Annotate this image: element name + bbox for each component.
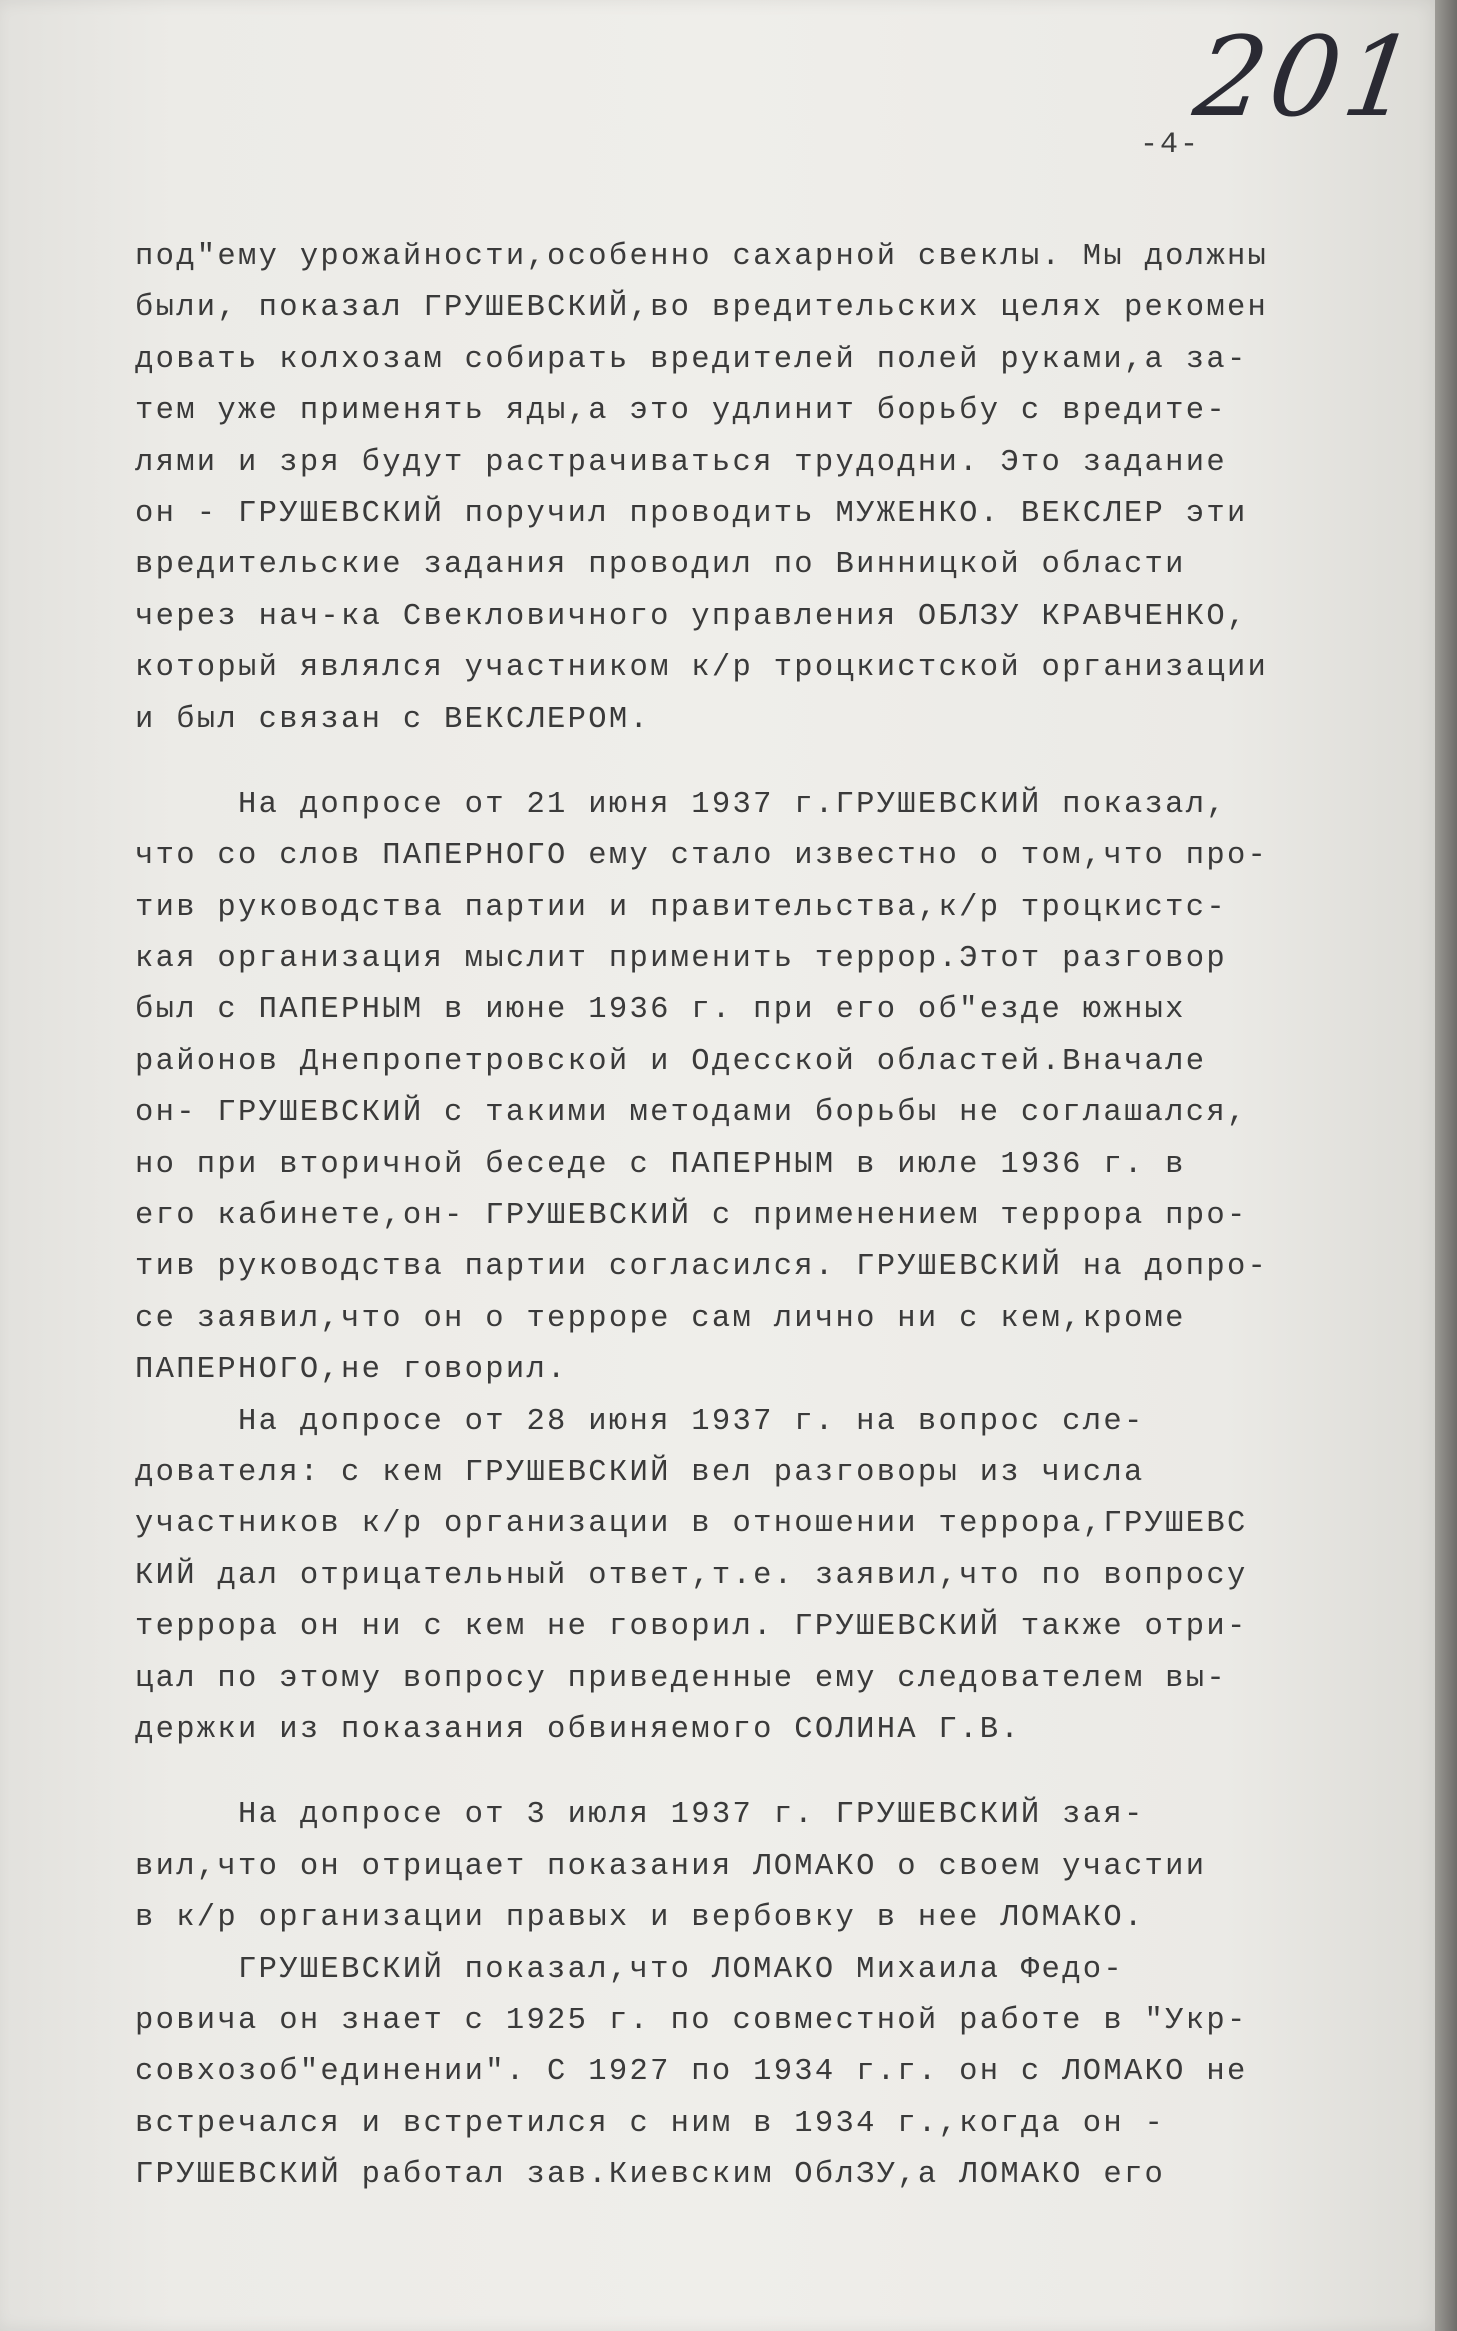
text-line: дователя: с кем ГРУШЕВСКИЙ вел разговоры из числа <box>135 1455 1145 1490</box>
text-line: под"ему урожайности,особенно сахарной свеклы. Мы должны <box>135 240 1269 274</box>
text-line: довать колхозам собирать вредителей полей руками,а за- <box>135 342 1248 377</box>
text-line: он- ГРУШЕВСКИЙ с такими методами борьбы не соглашался, <box>135 1096 1248 1131</box>
text-line: районов Днепропетровской и Одесской областей.Вначале <box>135 1044 1207 1079</box>
text-line: кая организация мыслит применить террор.Этот разговор <box>135 942 1227 977</box>
text-line: лями и зря будут растрачиваться трудодни. Это задание <box>135 445 1227 480</box>
text-line: через нач-ка Свекловичного управления ОБЛЗУ КРАВЧЕНКО, <box>135 599 1248 634</box>
text-line: се заявил,что он о терроре сам лично ни с кем,кроме <box>135 1301 1186 1336</box>
page-edge-shadow <box>1435 0 1457 2331</box>
text-line: держки из показания обвиняемого СОЛИНА Г.В. <box>135 1712 1021 1747</box>
text-line: вредительские задания проводил по Винницкой области <box>135 548 1186 583</box>
text-line: На допросе от 21 июня 1937 г.ГРУШЕВСКИЙ показал, <box>135 787 1227 822</box>
text-line: встречался и встретился с ним в 1934 г.,когда он - <box>135 2106 1166 2141</box>
text-line: КИЙ дал отрицательный ответ,т.е. заявил,что по вопросу <box>135 1558 1248 1593</box>
text-line: но при вторичной беседе с ПАПЕРНЫМ в июле 1936 г. в <box>135 1147 1186 1182</box>
text-line: тив руководства партии согласился. ГРУШЕВСКИЙ на допро- <box>135 1250 1269 1285</box>
text-line: На допросе от 3 июля 1937 г. ГРУШЕВСКИЙ зая- <box>135 1798 1145 1833</box>
text-line: цал по этому вопросу приведенные ему следователем вы- <box>135 1661 1227 1696</box>
paragraph-5 <box>135 1945 1435 2202</box>
text-line: террора он ни с кем не говорил. ГРУШЕВСКИЙ также отри- <box>135 1610 1248 1645</box>
text-line: вил,что он отрицает показания ЛОМАКО о своем участии <box>135 1849 1207 1884</box>
text-line: тив руководства партии и правительства,к/р троцкистс- <box>135 890 1227 925</box>
page-number: -4- <box>1140 128 1201 162</box>
text-line: ГРУШЕВСКИЙ работал зав.Киевским ОблЗУ,а ЛОМАКО его <box>135 2158 1166 2193</box>
text-line: совхозоб"единении". С 1927 по 1934 г.г. он с ЛОМАКО не <box>135 2055 1248 2090</box>
paragraph-1 <box>135 232 1435 746</box>
text-line: ГРУШЕВСКИЙ показал,что ЛОМАКО Михаила Федо- <box>135 1952 1124 1987</box>
text-line: что со слов ПАПЕРНОГО ему стало известно о том,что про- <box>135 839 1269 874</box>
text-line: ПАПЕРНОГО,не говорил. <box>135 1353 568 1388</box>
paragraph-3 <box>135 1397 1435 1757</box>
text-line: который являлся участником к/р троцкистской организации <box>135 651 1269 686</box>
text-line: в к/р организации правых и вербовку в нее ЛОМАКО. <box>135 1901 1145 1936</box>
text-line: тем уже применять яды,а это удлинит борьбу с вредите- <box>135 394 1227 429</box>
text-line: он - ГРУШЕВСКИЙ поручил проводить МУЖЕНКО. ВЕКСЛЕР эти <box>135 496 1248 531</box>
text-line: его кабинете,он- ГРУШЕВСКИЙ с применением террора про- <box>135 1199 1248 1234</box>
document-body <box>135 232 1435 2201</box>
text-line: ровича он знает с 1925 г. по совместной работе в "Укр- <box>135 2003 1248 2038</box>
text-line: На допросе от 28 июня 1937 г. на вопрос сле- <box>135 1404 1145 1439</box>
text-line: и был связан с ВЕКСЛЕРОМ. <box>135 702 651 737</box>
paragraph-2 <box>135 780 1435 1397</box>
archive-folio-number: 201 <box>1187 13 1428 141</box>
text-line: были, показал ГРУШЕВСКИЙ,во вредительских целях рекомен <box>135 291 1269 326</box>
text-line: участников к/р организации в отношении террора,ГРУШЕВС <box>135 1507 1248 1542</box>
text-line: был с ПАПЕРНЫМ в июне 1936 г. при его об"езде южных <box>135 993 1186 1028</box>
paragraph-4 <box>135 1790 1435 1944</box>
